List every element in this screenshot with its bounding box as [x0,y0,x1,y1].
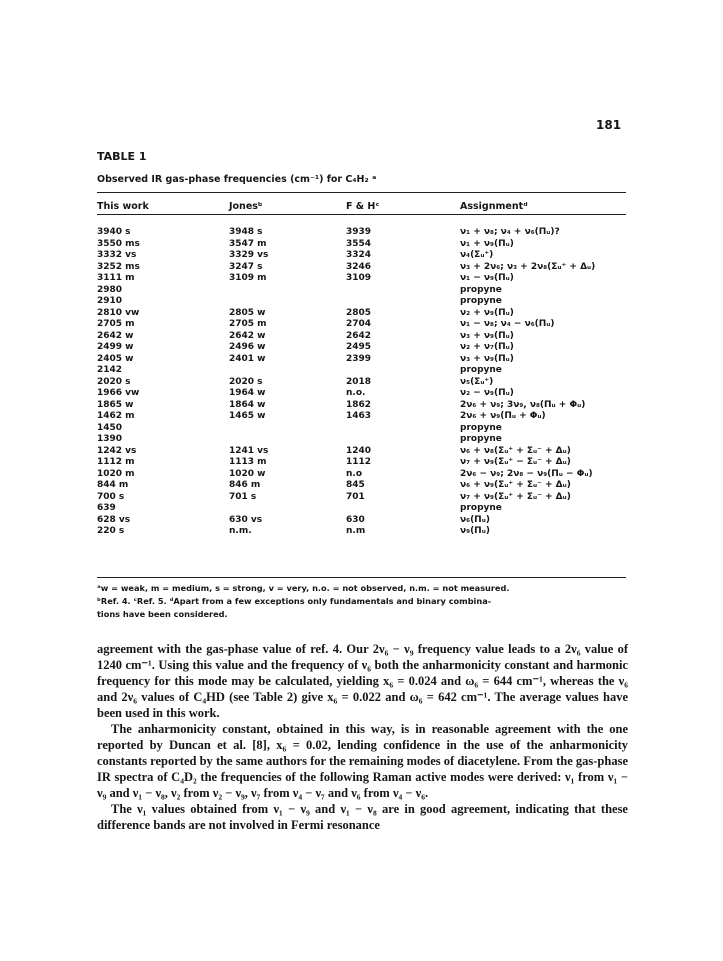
cell-f-and-h: 3109 [346,273,372,283]
cell-f-and-h: 2704 [346,319,372,329]
cell-this-work: 1462 m [97,411,135,421]
footnote-line-2: ᵇRef. 4. ᶜRef. 5. ᵈApart from a few exceptions only fundamentals and binary combina- [97,596,492,606]
table-row [97,480,626,492]
cell-assignment: ν₄(Σᵤ⁺) [460,250,494,260]
table-footnotes [97,582,627,621]
cell-f-and-h: 1862 [346,399,372,410]
table-row [97,296,626,308]
table-row [97,262,626,274]
cell-assignment: propyne [460,296,502,306]
table-row [97,250,626,262]
table-row [97,319,626,331]
header-this-work: This work [97,201,149,212]
cell-assignment: ν₉(Πᵤ) [460,526,490,536]
cell-assignment: propyne [460,434,502,444]
cell-this-work: 2499 w [97,342,134,352]
cell-assignment: ν₂ + ν₇(Πᵤ) [460,342,514,352]
cell-assignment: propyne [460,365,502,375]
table-row [97,492,626,504]
cell-jones: 701 s [229,491,257,502]
table-row [97,434,626,446]
cell-jones: 2805 w [229,307,266,318]
cell-jones: 846 m [229,480,261,490]
cell-f-and-h: 3324 [346,250,372,260]
table-body [97,227,626,538]
cell-f-and-h: 2018 [346,376,372,387]
cell-assignment: ν₃ + ν₉(Πᵤ) [460,330,514,341]
cell-f-and-h: 3246 [346,261,372,272]
cell-jones: 1241 vs [229,445,269,456]
table-row [97,377,626,389]
cell-assignment: ν₁ + ν₈; ν₄ + ν₆(Πᵤ)? [460,227,560,237]
cell-assignment: propyne [460,422,502,433]
cell-f-and-h: 2495 [346,342,372,352]
cell-f-and-h: 1112 [346,457,372,467]
cell-this-work: 1112 m [97,457,135,467]
cell-jones: 2496 w [229,342,266,352]
table-bottom-rule [97,577,626,578]
cell-assignment: ν₁ + ν₉(Πᵤ) [460,238,514,249]
table-row [97,365,626,377]
cell-f-and-h: 2399 [346,353,372,364]
cell-assignment: ν₁ − ν₉(Πᵤ) [460,273,514,283]
body-paragraph-3: The ν₁ values obtained from ν₁ − ν₉ and ν₁ − ν₈ are in good agreement, indicating that these difference bands are not involved in Fermi resonance [97,802,628,832]
table-row [97,354,626,366]
cell-this-work: 844 m [97,480,129,490]
cell-f-and-h: 1240 [346,445,372,456]
cell-this-work: 3111 m [97,273,135,283]
table-header-rule [97,214,626,215]
table-row [97,515,626,527]
cell-this-work: 2910 [97,296,123,306]
cell-jones: 630 vs [229,514,263,525]
cell-f-and-h: 845 [346,480,365,490]
cell-f-and-h: n.o. [346,388,366,398]
cell-assignment: ν₆(Πᵤ) [460,514,490,525]
cell-assignment: 2ν₆ + ν₉; 3ν₉, ν₈(Πᵤ + Φᵤ) [460,399,586,410]
body-paragraph-1: agreement with the gas-phase value of ref. 4. Our 2ν₆ − ν₉ frequency value leads to a 2ν₆ value of 1240 cm⁻¹. Using this value and the frequency of ν₆ both the anharmonicity constant and harmonic frequency for this mode may be calculated, yielding x₆ = 0.024 and ω₆ = 644 cm⁻¹, whereas the ν₆ and 2ν₆ values of C₄HD (see Table 2) give x₆ = 0.022 and ω₆ = 642 cm⁻¹. The average values have been used in this work. [97,642,628,720]
cell-this-work: 3252 ms [97,261,140,272]
cell-f-and-h: 3939 [346,227,372,237]
cell-this-work: 628 vs [97,514,131,525]
table-row [97,503,626,515]
cell-jones: 3547 m [229,238,267,249]
header-jones: Jonesᵇ [229,201,263,212]
cell-this-work: 2980 [97,284,123,295]
cell-assignment: propyne [460,284,502,295]
cell-assignment: ν₇ + ν₉(Σᵤ⁺ + Σᵤ⁻ + Δᵤ) [460,491,571,502]
cell-this-work: 1450 [97,422,123,433]
cell-f-and-h: 630 [346,514,365,525]
cell-assignment: ν₂ − ν₉(Πᵤ) [460,388,514,398]
cell-this-work: 3940 s [97,227,131,237]
cell-jones: 1020 w [229,468,266,479]
cell-jones: 1964 w [229,388,266,398]
cell-this-work: 1966 vw [97,388,140,398]
cell-jones: 2020 s [229,376,263,387]
table-caption: Observed IR gas-phase frequencies (cm⁻¹) for C₄H₂ ᵃ [97,174,377,185]
table-row [97,526,626,538]
table-row [97,342,626,354]
cell-f-and-h: 1463 [346,411,372,421]
cell-f-and-h: 701 [346,491,365,502]
cell-f-and-h: 2805 [346,307,372,318]
cell-jones: 1465 w [229,411,266,421]
cell-f-and-h: 3554 [346,238,372,249]
table-row [97,469,626,481]
cell-f-and-h: n.o [346,468,363,479]
cell-assignment: 2ν₆ − ν₉; 2ν₈ − ν₉(Πᵤ − Φᵤ) [460,468,593,479]
table-row [97,411,626,423]
table-row [97,239,626,251]
body-paragraph-2: The anharmonicity constant, obtained in this way, is in reasonable agreement with the one reported by Duncan et al. [8], x₆ = 0.02, lending confidence in the use of the anharmonicity constants reported by the same authors for the remaining modes of diacetylene. From the gas-phase IR spectra of C₄D₂ the frequencies of the following Raman active modes were derived: ν₁ from ν₁ − ν₉ and ν₁ − ν₈, ν₂ from ν₂ − ν₉, ν₇ from ν₄ − ν₇ and ν₆ from ν₄ − ν₆. [97,722,628,800]
cell-this-work: 2142 [97,365,123,375]
cell-assignment: ν₆ + ν₈(Σᵤ⁺ + Σᵤ⁻ + Δᵤ) [460,445,571,456]
cell-this-work: 1020 m [97,468,135,479]
cell-assignment: ν₆ + ν₉(Σᵤ⁺ + Σᵤ⁻ + Δᵤ) [460,480,571,490]
table-row [97,308,626,320]
cell-assignment: 2ν₆ + ν₉(Πᵤ + Φᵤ) [460,411,546,421]
cell-this-work: 700 s [97,491,125,502]
cell-jones: n.m. [229,526,252,536]
cell-assignment: ν₇ + ν₉(Σᵤ⁺ − Σᵤ⁻ + Δᵤ) [460,457,571,467]
table-row [97,457,626,469]
table-row [97,331,626,343]
cell-this-work: 2642 w [97,330,134,341]
cell-assignment: ν₃ + ν₉(Πᵤ) [460,353,514,364]
cell-jones: 1864 w [229,399,266,410]
cell-jones: 2705 m [229,319,267,329]
cell-this-work: 3550 ms [97,238,140,249]
header-f-and-h: F & Hᶜ [346,201,380,212]
cell-f-and-h: 2642 [346,330,372,341]
cell-this-work: 2810 vw [97,307,140,318]
cell-jones: 3247 s [229,261,263,272]
table-header [97,201,626,212]
cell-this-work: 1865 w [97,399,134,410]
table-row [97,400,626,412]
footnote-line-1: ᵃw = weak, m = medium, s = strong, v = very, n.o. = not observed, n.m. = not measured. [97,583,510,593]
cell-jones: 3948 s [229,227,263,237]
cell-assignment: propyne [460,503,502,513]
cell-this-work: 2020 s [97,376,131,387]
table-row [97,446,626,458]
cell-this-work: 639 [97,503,116,513]
cell-jones: 1113 m [229,457,267,467]
table-row [97,273,626,285]
body-text [97,641,628,833]
cell-this-work: 2405 w [97,353,134,364]
table-top-rule [97,192,626,193]
table-label: TABLE 1 [97,150,147,163]
page-number: 181 [596,118,622,132]
footnote-line-3: tions have been considered. [97,609,228,619]
table-row [97,227,626,239]
table-row [97,423,626,435]
header-assignment: Assignmentᵈ [460,201,528,212]
cell-jones: 2642 w [229,330,266,341]
cell-jones: 3109 m [229,273,267,283]
cell-this-work: 2705 m [97,319,135,329]
cell-assignment: ν₁ − ν₈; ν₄ − ν₆(Πᵤ) [460,319,555,329]
cell-this-work: 3332 vs [97,250,137,260]
cell-this-work: 220 s [97,526,125,536]
cell-assignment: ν₂ + ν₉(Πᵤ) [460,307,514,318]
cell-assignment: ν₃ + 2ν₆; ν₃ + 2ν₈(Σᵤ⁺ + Δᵤ) [460,261,596,272]
cell-assignment: ν₅(Σᵤ⁺) [460,376,494,387]
cell-jones: 3329 vs [229,250,269,260]
cell-jones: 2401 w [229,353,266,364]
cell-this-work: 1390 [97,434,123,444]
cell-f-and-h: n.m [346,526,366,536]
table-row [97,388,626,400]
cell-this-work: 1242 vs [97,445,137,456]
table-row [97,285,626,297]
